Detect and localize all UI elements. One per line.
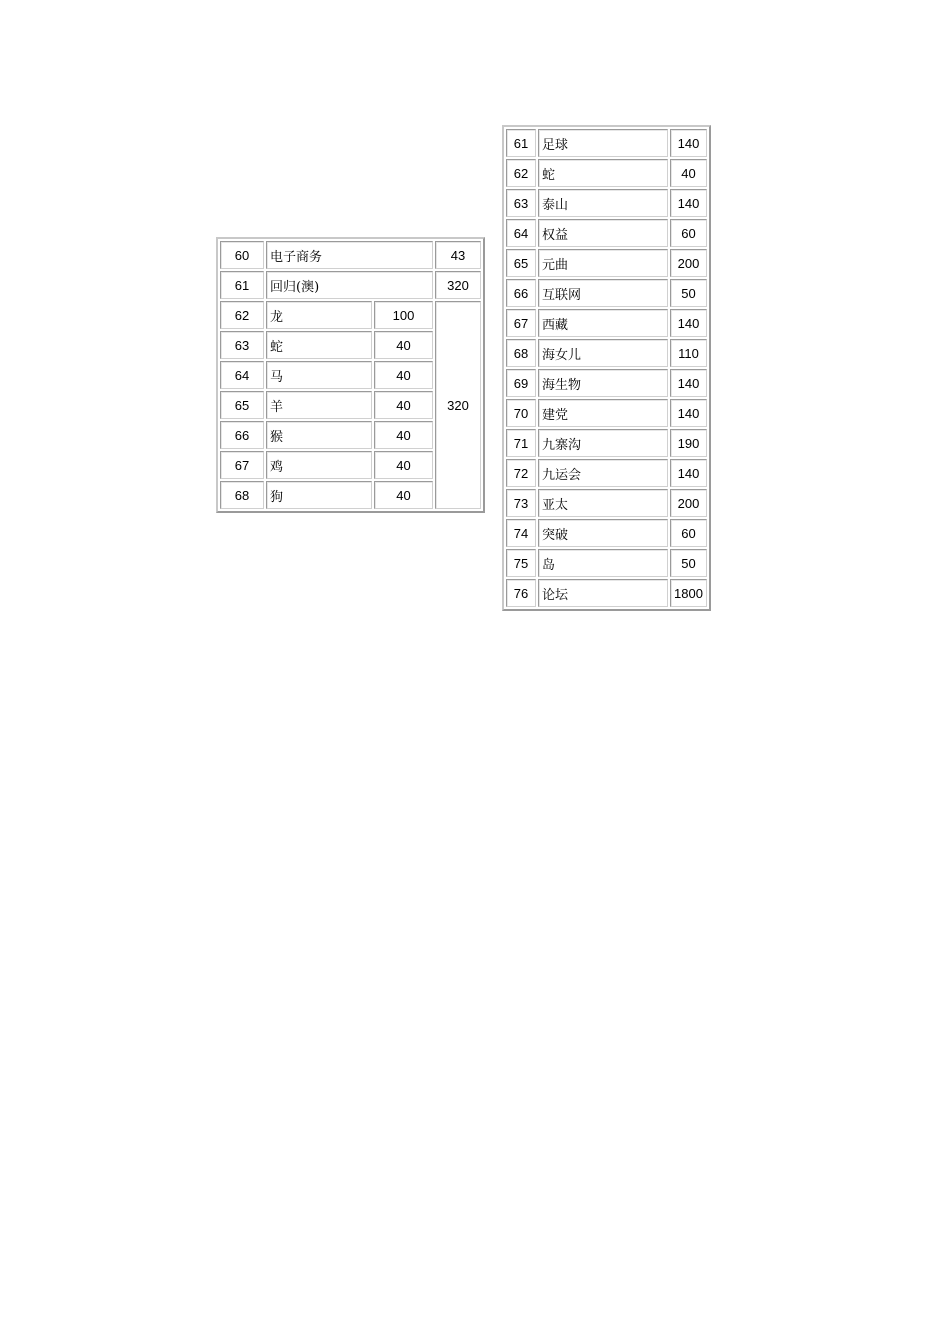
row-name: 西藏 <box>538 309 668 337</box>
row-name: 海生物 <box>538 369 668 397</box>
table-row <box>506 309 707 337</box>
row-value: 140 <box>670 399 707 427</box>
row-name: 狗 <box>266 481 372 509</box>
table-row <box>506 459 707 487</box>
table-row <box>506 279 707 307</box>
row-sub-value: 40 <box>374 391 433 419</box>
row-value: 60 <box>670 519 707 547</box>
row-sub-value: 40 <box>374 451 433 479</box>
row-name: 电子商务 <box>266 241 433 269</box>
left-table <box>216 237 485 513</box>
row-number: 64 <box>220 361 264 389</box>
table-row <box>506 549 707 577</box>
row-name: 互联网 <box>538 279 668 307</box>
row-name: 蛇 <box>538 159 668 187</box>
row-number: 60 <box>220 241 264 269</box>
row-value: 140 <box>670 189 707 217</box>
row-number: 68 <box>220 481 264 509</box>
row-number: 65 <box>506 249 536 277</box>
row-value: 50 <box>670 279 707 307</box>
row-name: 羊 <box>266 391 372 419</box>
row-sub-value: 40 <box>374 421 433 449</box>
row-value: 110 <box>670 339 707 367</box>
row-name: 突破 <box>538 519 668 547</box>
row-sub-value: 40 <box>374 361 433 389</box>
row-name: 海女儿 <box>538 339 668 367</box>
row-number: 67 <box>220 451 264 479</box>
row-value: 200 <box>670 249 707 277</box>
row-name: 马 <box>266 361 372 389</box>
row-name: 九寨沟 <box>538 429 668 457</box>
row-number: 62 <box>506 159 536 187</box>
row-number: 71 <box>506 429 536 457</box>
table-row <box>506 159 707 187</box>
right-table <box>502 125 711 611</box>
row-value: 1800 <box>670 579 707 607</box>
table-row <box>506 429 707 457</box>
row-value: 140 <box>670 369 707 397</box>
table-row <box>506 399 707 427</box>
row-number: 69 <box>506 369 536 397</box>
row-sub-value: 100 <box>374 301 433 329</box>
row-number: 76 <box>506 579 536 607</box>
row-sub-value: 40 <box>374 331 433 359</box>
row-name: 龙 <box>266 301 372 329</box>
row-value: 200 <box>670 489 707 517</box>
right-table-body <box>506 129 707 607</box>
row-number: 66 <box>506 279 536 307</box>
row-sub-value: 40 <box>374 481 433 509</box>
row-number: 72 <box>506 459 536 487</box>
row-value: 43 <box>435 241 481 269</box>
table-row <box>506 519 707 547</box>
row-name: 猴 <box>266 421 372 449</box>
row-number: 68 <box>506 339 536 367</box>
table-row <box>506 339 707 367</box>
row-value: 50 <box>670 549 707 577</box>
row-number: 65 <box>220 391 264 419</box>
row-number: 70 <box>506 399 536 427</box>
row-number: 74 <box>506 519 536 547</box>
row-value: 40 <box>670 159 707 187</box>
table-row <box>506 489 707 517</box>
row-name: 鸡 <box>266 451 372 479</box>
row-number: 67 <box>506 309 536 337</box>
row-number: 63 <box>506 189 536 217</box>
row-number: 63 <box>220 331 264 359</box>
row-value: 140 <box>670 129 707 157</box>
row-name: 论坛 <box>538 579 668 607</box>
row-number: 73 <box>506 489 536 517</box>
table-row <box>506 219 707 247</box>
row-name: 建党 <box>538 399 668 427</box>
table-row <box>506 579 707 607</box>
row-value: 140 <box>670 459 707 487</box>
row-name: 岛 <box>538 549 668 577</box>
row-name: 权益 <box>538 219 668 247</box>
row-value: 140 <box>670 309 707 337</box>
row-number: 64 <box>506 219 536 247</box>
left-table-body <box>220 241 481 509</box>
row-name: 亚太 <box>538 489 668 517</box>
group-total-value: 320 <box>435 301 481 509</box>
table-row <box>220 271 481 299</box>
row-name: 回归(澳) <box>266 271 433 299</box>
table-row <box>220 241 481 269</box>
row-name: 足球 <box>538 129 668 157</box>
row-number: 61 <box>220 271 264 299</box>
table-row <box>506 249 707 277</box>
row-name: 泰山 <box>538 189 668 217</box>
row-number: 62 <box>220 301 264 329</box>
table-row <box>506 129 707 157</box>
row-name: 元曲 <box>538 249 668 277</box>
row-number: 66 <box>220 421 264 449</box>
row-value: 320 <box>435 271 481 299</box>
row-name: 九运会 <box>538 459 668 487</box>
table-row <box>220 301 481 329</box>
row-number: 61 <box>506 129 536 157</box>
table-row <box>506 189 707 217</box>
row-value: 190 <box>670 429 707 457</box>
row-name: 蛇 <box>266 331 372 359</box>
row-number: 75 <box>506 549 536 577</box>
table-row <box>506 369 707 397</box>
row-value: 60 <box>670 219 707 247</box>
